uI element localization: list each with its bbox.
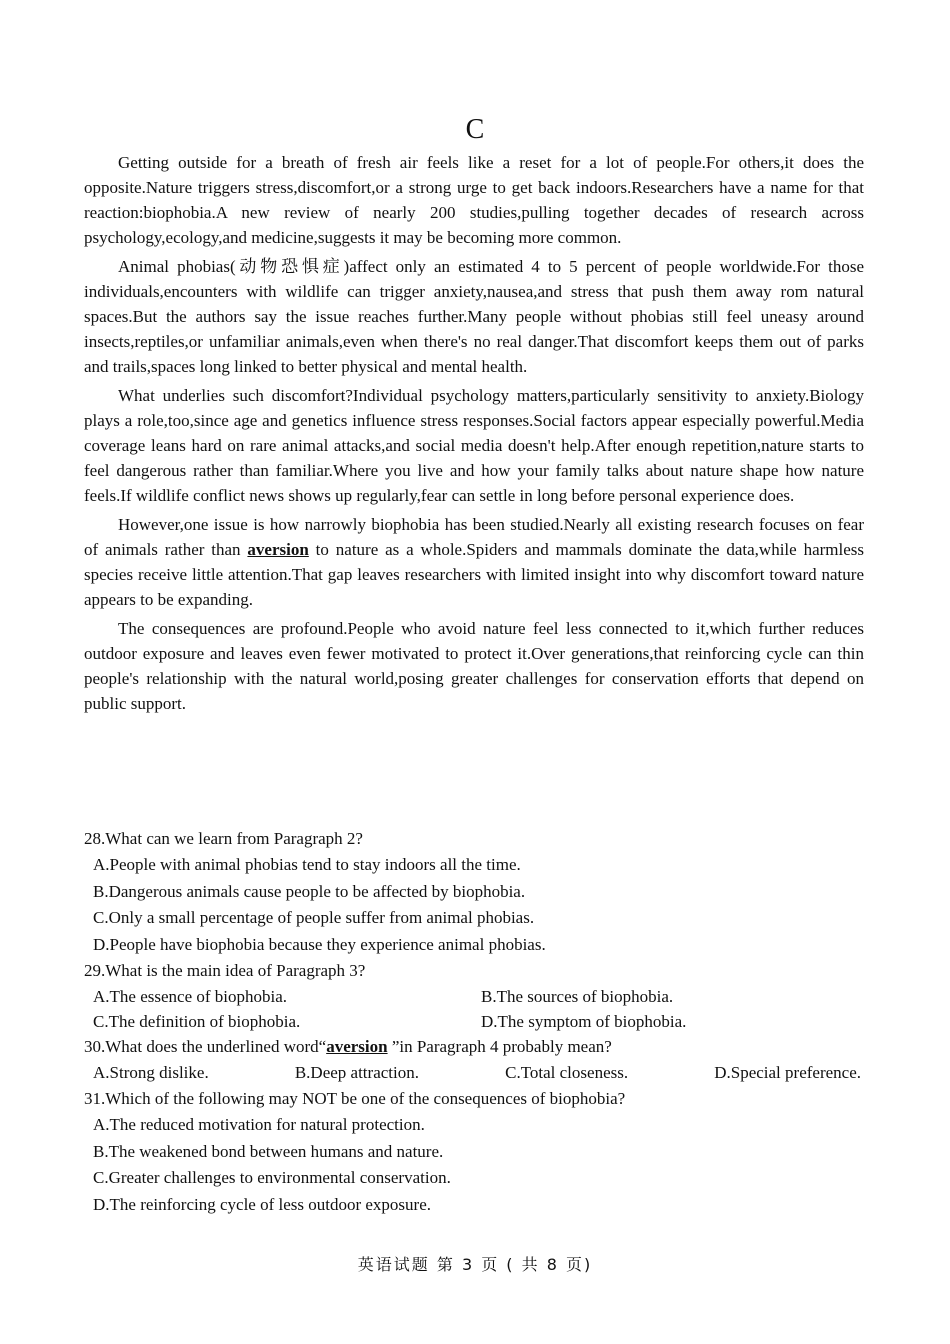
question-30-stem-before: 30.What does the underlined word“ [84,1037,327,1056]
question-30-option-c[interactable]: C.Total closeness. [505,1063,629,1082]
question-29-option-c[interactable]: C.The definition of biophobia. [93,1012,301,1031]
question-31-option-d[interactable]: D.The reinforcing cycle of less outdoor exposure. [93,1194,431,1214]
paragraph-5: The consequences are profound.People who avoid nature feel less connected to it,which further reduces outdoor exposure and leaves even fewer motivated to protect it.Over generations,that reinforcing cycle can thin people's relationship with the natural world,posing greater challenges for conservation efforts that depend on public support. [84,619,864,713]
question-30-option-d[interactable]: D.Special preference. [714,1063,861,1082]
paragraph-4-text-after: to nature as a whole.Spiders and mammals dominate the data,while harmless species receive little attention.That gap leaves researchers with limited insight into why discomfort toward nature appears to be expanding. [84,540,864,609]
question-30-stem [84,1034,874,1060]
question-31-stem: 31.Which of the following may NOT be one of the consequences of biophobia? [84,1089,626,1108]
reading-passage [84,150,864,720]
paragraph-2: Animal phobias(动物恐惧症)affect only an estimated 4 to 5 percent of people worldwide.For those individuals,encounters with wildlife can trigger anxiety,nausea,and stress that push them away rom natural spaces.But the authors say the issue reaches further.Many people without phobias still feel uneasy around insects,reptiles,or unfamiliar animals,even when there's no real danger.That discomfort keeps them out of parks and trails,spaces long linked to better physical and mental health. [84,257,864,376]
question-30-option-b[interactable]: B.Deep attraction. [294,1063,419,1082]
section-heading: C [465,114,485,145]
question-31-option-b[interactable]: B.The weakened bond between humans and nature. [93,1141,444,1161]
question-30-option-a[interactable]: A.Strong dislike. [93,1063,209,1082]
underlined-word: aversion [247,540,309,559]
question-29-stem: 29.What is the main idea of Paragraph 3? [84,961,366,980]
question-28-stem: 28.What can we learn from Paragraph 2? [84,829,363,848]
paragraph-3: What underlies such discomfort?Individual psychology matters,particularly sensitivity to anxiety.Biology plays a role,too,since age and genetics influence stress responses.Social factors appear especially powerful.Media coverage leans hard on rare animal attacks,and social media doesn't help.After enough repetition,nature starts to feel dangerous rather than familiar.Where you live and how your family talks about nature shape how nature feels.If wildlife conflict news shows up regularly,fear can settle in long before personal experience does. [84,386,864,505]
page-footer: 英语试题 第 3 页 ( 共 8 页) [357,1255,593,1274]
question-28-option-d[interactable]: D.People have biophobia because they experience animal phobias. [93,934,546,954]
paragraph-4-text-before: However,one issue is how narrowly biophobia has been studied.Nearly all existing research focuses on fear of animals rather than [84,515,864,559]
question-28-option-a[interactable]: A.People with animal phobias tend to stay indoors all the time. [93,855,521,874]
question-29-options-row-2 [84,1009,874,1034]
paragraph-1: Getting outside for a breath of fresh air feels like a reset for a lot of people.For others,it does the opposite.Nature triggers stress,discomfort,or a strong urge to get back indoors.Researchers have a name for that reaction:biophobia.A new review of nearly 200 studies,pulling together decades of research across psychology,ecology,and medicine,suggests it may be becoming more common. [84,153,864,247]
question-list [84,826,874,1218]
question-29-option-a[interactable]: A.The essence of biophobia. [93,987,288,1006]
question-28-option-c[interactable]: C.Only a small percentage of people suffer from animal phobias. [93,908,535,927]
question-29-option-b[interactable]: B.The sources of biophobia. [481,987,674,1006]
question-30-options [84,1060,861,1086]
question-29-options-row-1 [84,984,874,1009]
question-31-option-c[interactable]: C.Greater challenges to environmental conservation. [93,1168,451,1187]
paragraph-4 [84,512,864,612]
question-31-option-a[interactable]: A.The reduced motivation for natural protection. [93,1115,425,1134]
question-30-underlined-word: aversion [326,1037,388,1056]
question-30-stem-after: ”in Paragraph 4 probably mean? [387,1037,612,1056]
question-28-option-b[interactable]: B.Dangerous animals cause people to be affected by biophobia. [93,881,526,901]
question-29-option-d[interactable]: D.The symptom of biophobia. [481,1012,687,1031]
